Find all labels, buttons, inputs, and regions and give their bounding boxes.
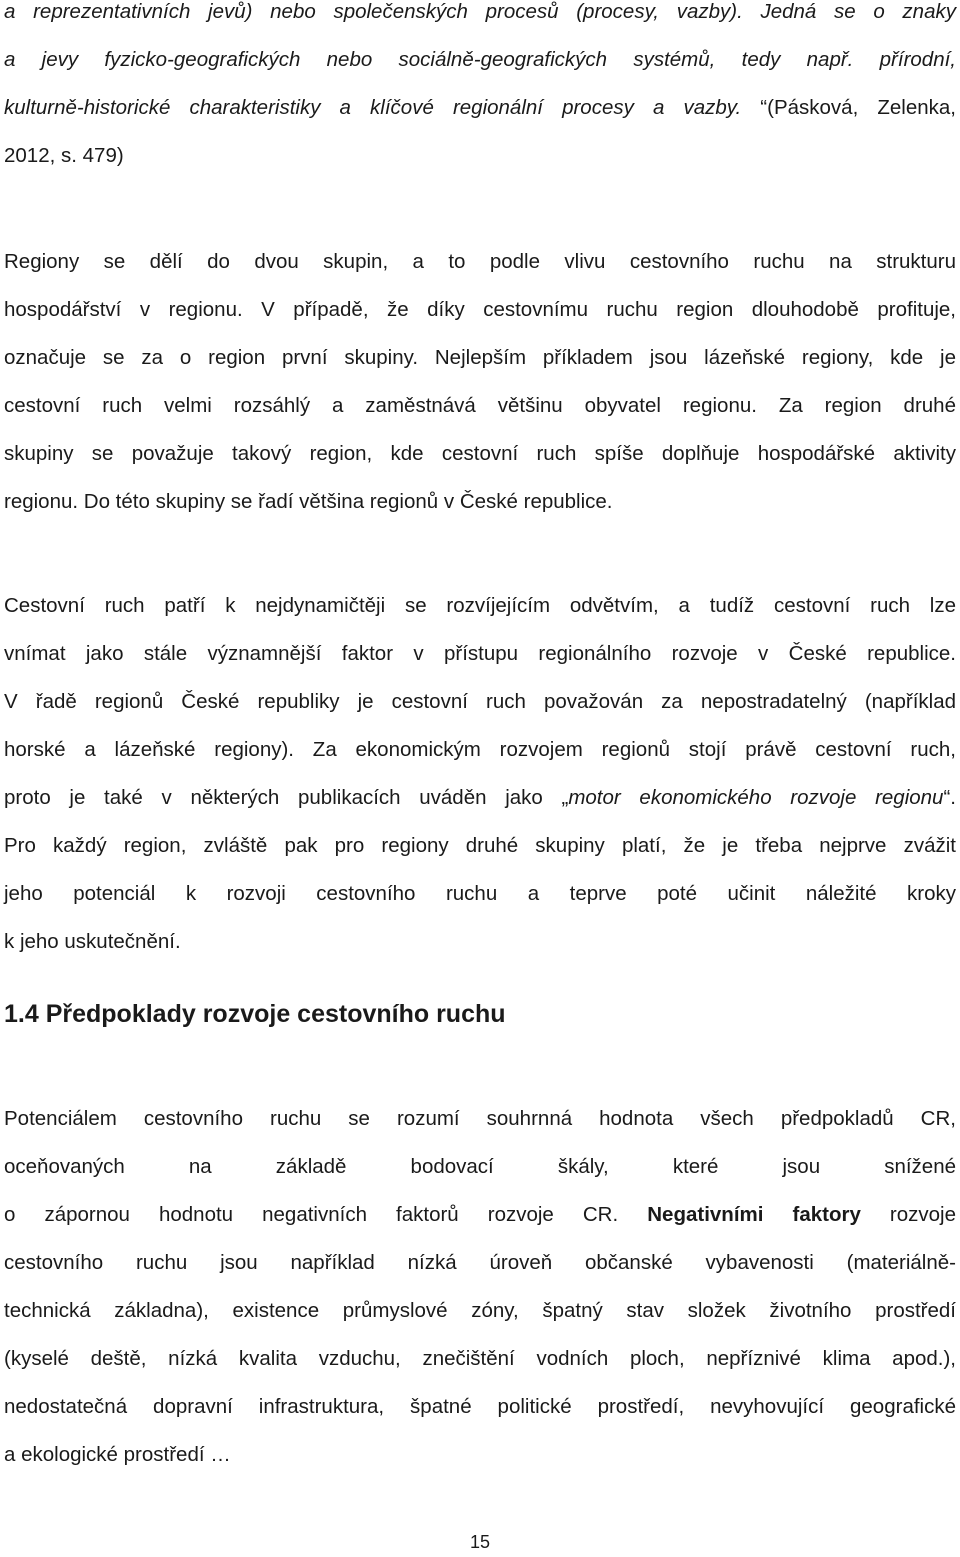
text-line: Pro každý region, zvláště pak pro regiony druhé skupiny platí, že je třeba nejprve zvážit	[4, 834, 956, 857]
text-line: Cestovní ruch patří k nejdynamičtěji se rozvíjejícím odvětvím, a tudíž cestovní ruch lze	[4, 594, 956, 617]
text-line: horské a lázeňské regiony). Za ekonomickým rozvojem regionů stojí právě cestovní ruch,	[4, 738, 956, 761]
paragraph-potential	[4, 1095, 956, 1479]
text-line: Regiony se dělí do dvou skupin, a to podle vlivu cestovního ruchu na strukturu	[4, 250, 956, 273]
text-line: technická základna), existence průmyslové zóny, špatný stav složek životního prostředí	[4, 1299, 956, 1322]
text-segment: o zápornou hodnotu negativních faktorů rozvoje CR.	[4, 1203, 619, 1226]
text-line: V řadě regionů České republiky je cestovní ruch považován za nepostradatelný (například	[4, 690, 956, 713]
citation-line: 2012, s. 479)	[4, 144, 124, 167]
text-line: Potenciálem cestovního ruchu se rozumí souhrnná hodnota všech předpokladů CR,	[4, 1107, 956, 1130]
text-line: cestovního ruchu jsou například nízká úroveň občanské vybavenosti (materiálně-	[4, 1251, 956, 1274]
text-segment: “.	[943, 786, 956, 809]
text-line: nedostatečná dopravní infrastruktura, špatné politické prostředí, nevyhovující geografické	[4, 1395, 956, 1418]
text-line: (kyselé deště, nízká kvalita vzduchu, znečištění vodních ploch, nepříznivé klima apod.),	[4, 1347, 956, 1370]
emphasis-text: motor ekonomického rozvoje regionu	[568, 786, 944, 809]
text-line: označuje se za o region první skupiny. Nejlepším příkladem jsou lázeňské regiony, kde je	[4, 346, 956, 369]
page-number: 15	[469, 1532, 491, 1552]
text-line: oceňovaných na základě bodovací škály, které jsou snížené	[4, 1155, 956, 1178]
paragraph-regions	[4, 238, 956, 526]
text-line: a jevy fyzicko-geografických nebo sociálně-geografických systémů, tedy např. přírodní,	[4, 48, 956, 71]
text-line: k jeho uskutečnění.	[4, 930, 181, 953]
text-line: vnímat jako stále významnější faktor v přístupu regionálního rozvoje v České republice.	[4, 642, 956, 665]
text-line	[4, 84, 956, 132]
text-line: a reprezentativních jevů) nebo společenských procesů (procesy, vazby). Jedná se o znaky	[4, 0, 956, 23]
text-segment: proto je také v některých publikacích uváděn jako „	[4, 786, 569, 809]
paragraph-tourism	[4, 582, 956, 966]
section-heading: 1.4 Předpoklady rozvoje cestovního ruchu	[4, 1000, 506, 1028]
bold-term: Negativními faktory	[647, 1203, 861, 1226]
text-line: jeho potenciál k rozvoji cestovního ruchu a teprve poté učinit náležité kroky	[4, 882, 956, 905]
text-line: skupiny se považuje takový region, kde cestovní ruch spíše doplňuje hospodářské aktivity	[4, 442, 956, 465]
text-line: cestovní ruch velmi rozsáhlý a zaměstnává většinu obyvatel regionu. Za region druhé	[4, 394, 956, 417]
quote-text: kulturně-historické charakteristiky a klíčové regionální procesy a vazby.	[4, 96, 742, 119]
text-line: a ekologické prostředí …	[4, 1443, 231, 1466]
text-segment: rozvoje	[889, 1203, 957, 1226]
paragraph-quote	[4, 0, 956, 180]
text-line: regionu. Do této skupiny se řadí většina regionů v České republice.	[4, 490, 613, 513]
text-line	[4, 774, 956, 822]
citation: “(Pásková, Zelenka,	[760, 96, 956, 119]
text-line: hospodářství v regionu. V případě, že díky cestovnímu ruchu region dlouhodobě profituje,	[4, 298, 956, 321]
text-line	[4, 1191, 956, 1239]
